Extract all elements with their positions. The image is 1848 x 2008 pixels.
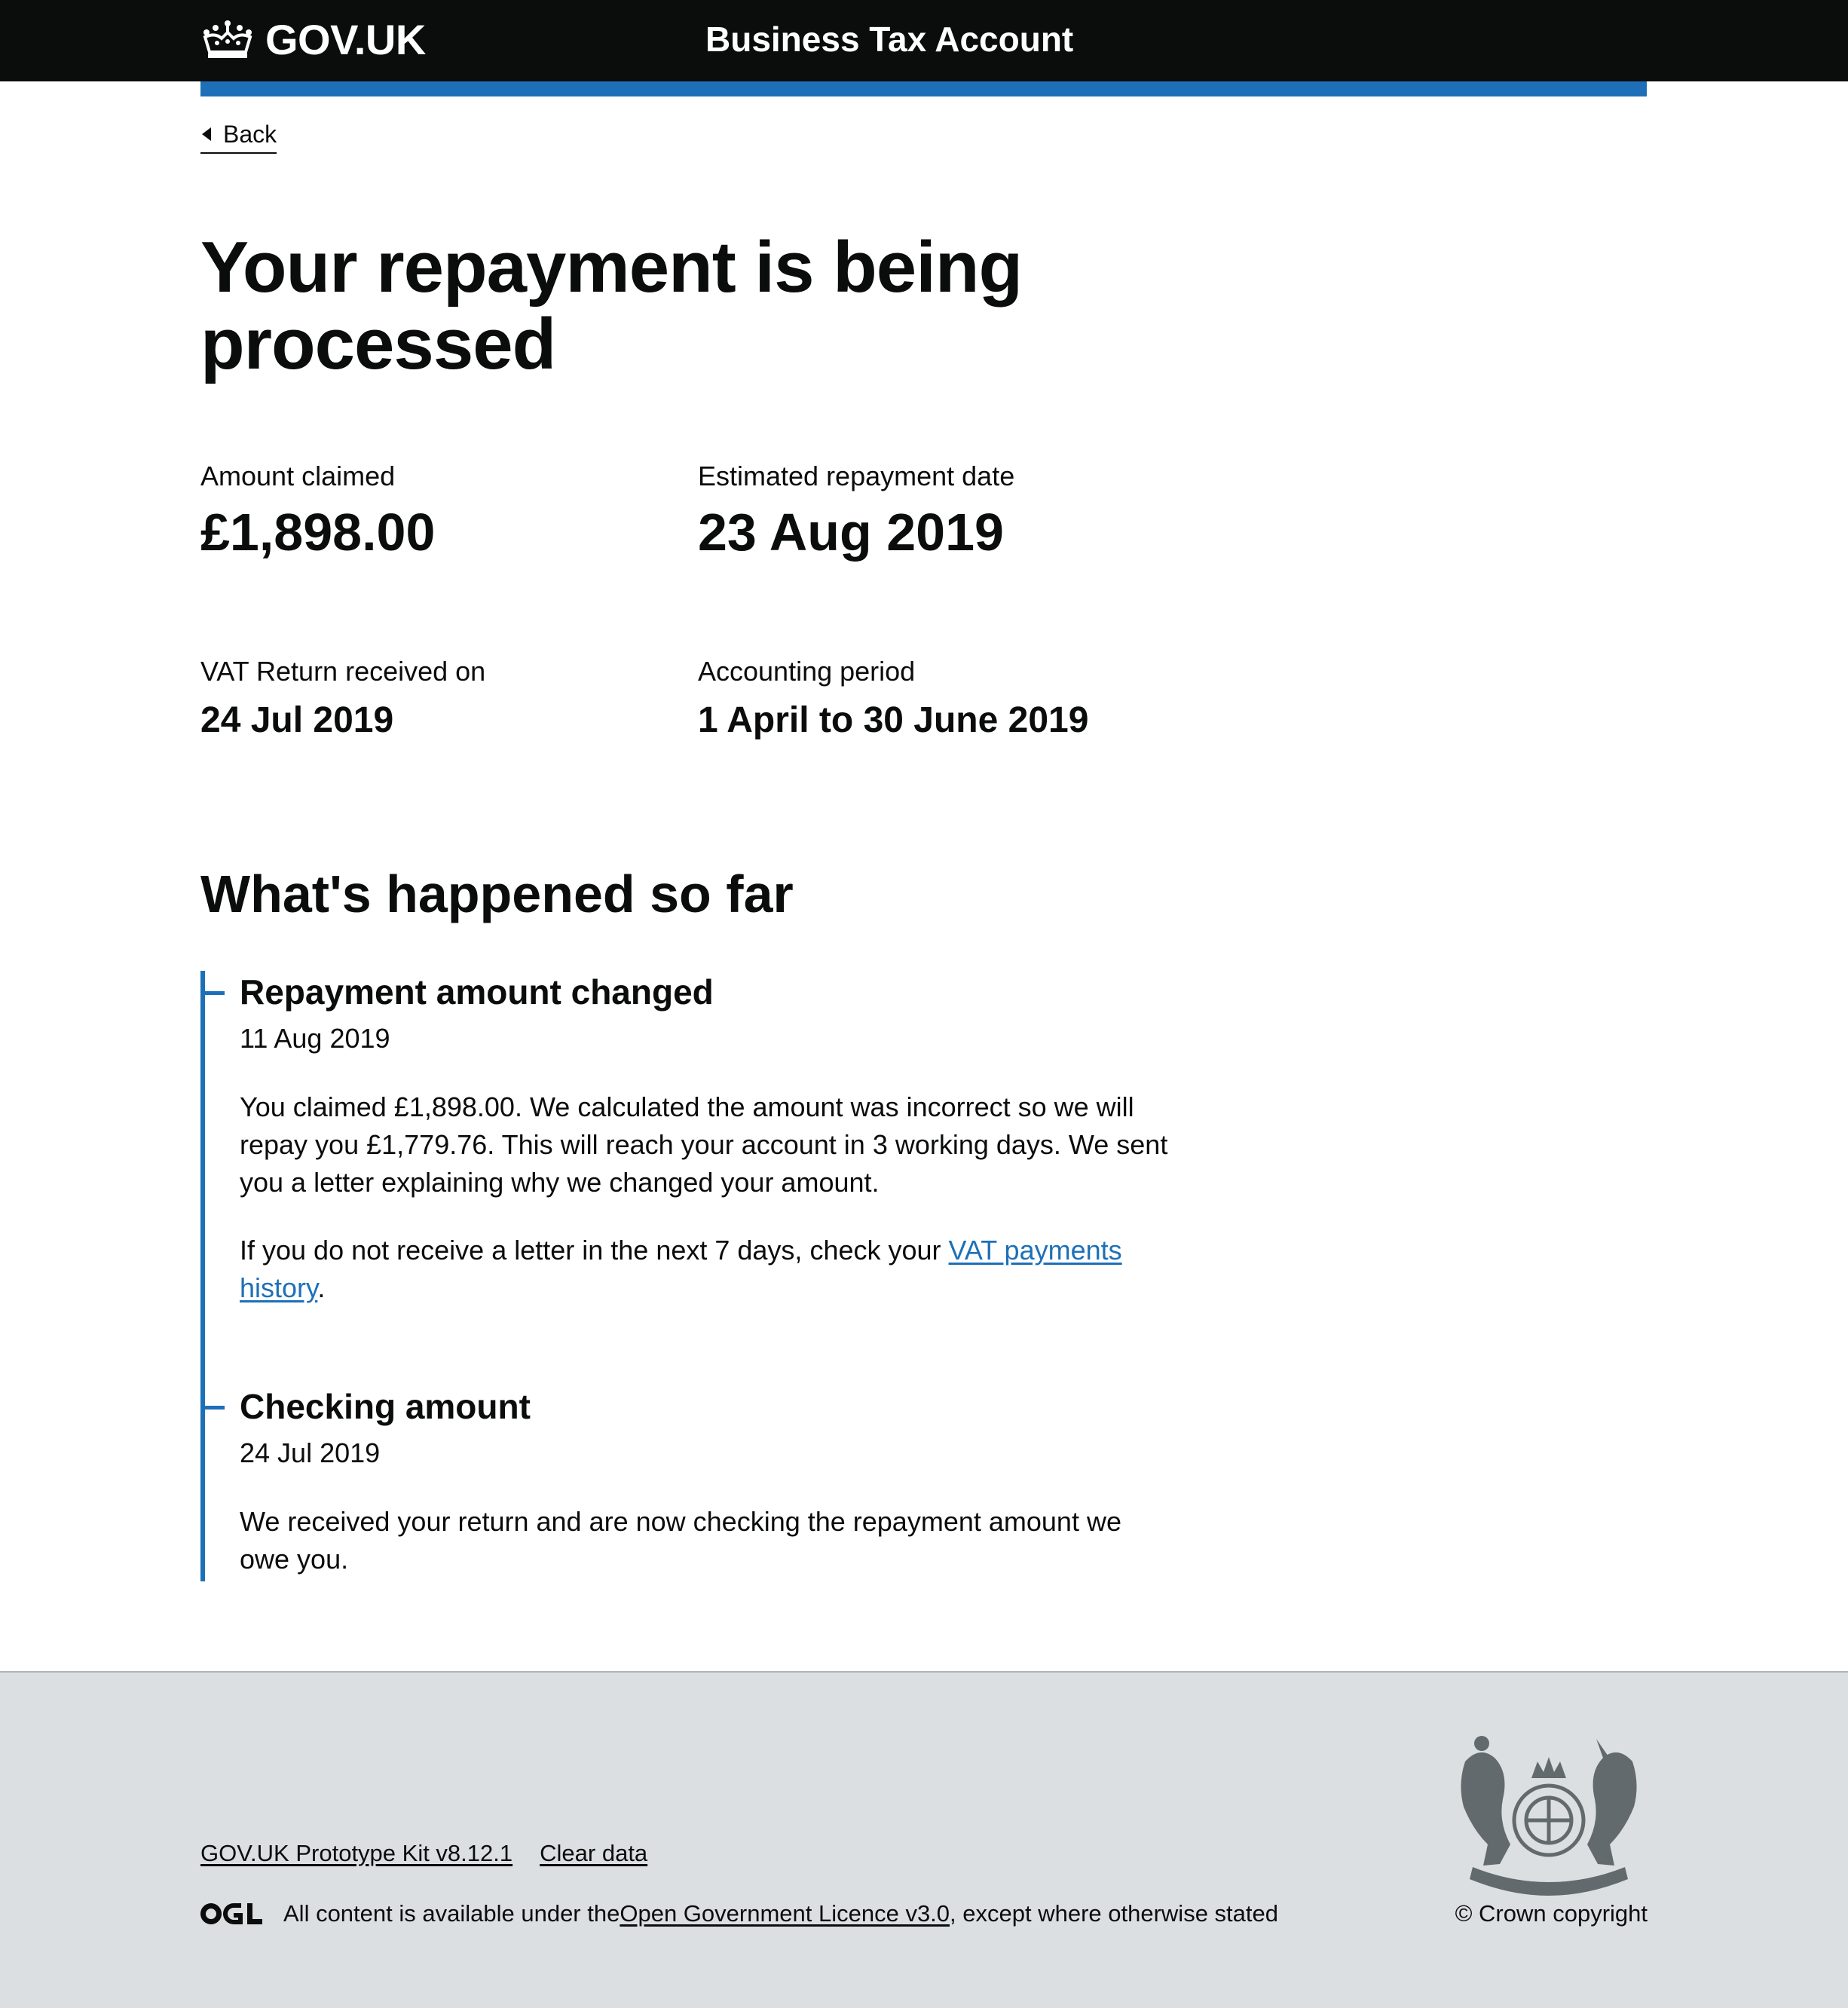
timeline-marker [205, 1406, 225, 1410]
govuk-logo-link[interactable] [200, 14, 426, 66]
timeline-marker [205, 991, 225, 995]
timeline-event-date: 24 Jul 2019 [240, 1437, 381, 1468]
estimated-date-value: 23 Aug 2019 [698, 503, 1004, 562]
vat-payments-history-link[interactable]: VAT payments history [240, 1235, 1122, 1303]
open-government-licence-link[interactable]: Open Government Licence v3.0 [620, 1900, 950, 1927]
return-received-label: VAT Return received on [200, 656, 486, 687]
back-link-label: Back [223, 121, 277, 148]
site-footer [0, 1671, 1848, 2008]
note-suffix: . [317, 1272, 326, 1303]
service-name[interactable]: Business Tax Account [705, 20, 1074, 59]
accounting-period-value: 1 April to 30 June 2019 [698, 700, 1089, 740]
amount-claimed-value: £1,898.00 [200, 503, 436, 562]
timeline-event-body: We received your return and are now checking the repayment amount we owe you. [240, 1506, 1121, 1575]
page-title: Your repayment is being processed [200, 227, 1023, 384]
back-arrow-icon [202, 127, 211, 141]
timeline-event-date: 11 Aug 2019 [240, 1023, 390, 1054]
note-prefix: If you do not receive a letter in the next 7 days, check your [240, 1235, 949, 1266]
licence-row [200, 1899, 1278, 1929]
timeline-event-title: Checking amount [240, 1387, 531, 1426]
timeline-event-note [240, 1232, 1174, 1307]
footer-links [200, 1838, 675, 1869]
accounting-period-label: Accounting period [698, 656, 916, 687]
ogl-logo-icon [200, 1900, 264, 1927]
crown-copyright [1450, 1899, 1648, 1929]
prototype-kit-link[interactable]: GOV.UK Prototype Kit v8.12.1 [200, 1840, 513, 1866]
licence-prefix: All content is available under the [283, 1900, 620, 1927]
timeline-event-body: You claimed £1,898.00. We calculated the amount was incorrect so we will repay you £1,779.76. This will reach your account in 3 working days. We sent you a letter explaining why we changed your amount. [240, 1091, 1168, 1198]
estimated-date-label: Estimated repayment date [698, 461, 1015, 491]
timeline-event-title: Repayment amount changed [240, 972, 714, 1012]
clear-data-link[interactable]: Clear data [540, 1840, 648, 1866]
crown-icon [200, 19, 255, 61]
amount-claimed-label: Amount claimed [200, 461, 396, 491]
return-received-value: 24 Jul 2019 [200, 700, 394, 740]
timeline-heading: What's happened so far [200, 865, 794, 923]
royal-coat-of-arms-icon [1450, 1731, 1648, 1897]
back-link[interactable] [200, 119, 277, 154]
header-accent-bar [200, 81, 1647, 96]
site-header [0, 0, 1848, 81]
licence-suffix: , except where otherwise stated [950, 1900, 1278, 1927]
logo-text: GOV.UK [265, 16, 426, 63]
timeline [200, 971, 1185, 1581]
crown-copyright-link[interactable]: © Crown copyright [1455, 1900, 1648, 1927]
